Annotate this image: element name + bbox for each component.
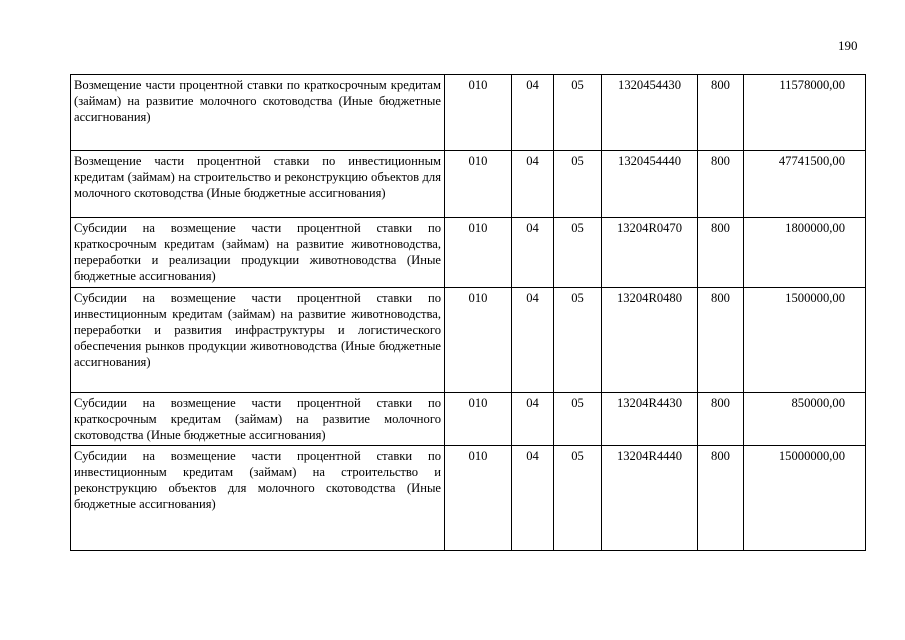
table-row (71, 393, 866, 446)
ministry-code: 010 (445, 151, 512, 218)
row-name: Субсидии на возмещение части процентной ставки по инвестиционным кредитам (займам) на строительство и реконструкцию объектов для молочного скотоводства (Иные бюджетные ассигнования) (71, 446, 445, 551)
expense-type-code: 800 (698, 446, 744, 551)
section-code: 04 (512, 218, 554, 288)
target-code: 13204R4430 (602, 393, 698, 446)
table-row (71, 151, 866, 218)
row-name: Субсидии на возмещение части процентной ставки по краткосрочным кредитам (займам) на развитие молочного скотоводства (Иные бюджетные ассигнования) (71, 393, 445, 446)
table-row (71, 288, 866, 393)
page-number: 190 (838, 38, 858, 53)
ministry-code: 010 (445, 393, 512, 446)
ministry-code: 010 (445, 446, 512, 551)
section-code: 04 (512, 288, 554, 393)
amount: 47741500,00 (744, 151, 866, 218)
section-code: 04 (512, 151, 554, 218)
target-code: 1320454430 (602, 75, 698, 151)
amount: 1500000,00 (744, 288, 866, 393)
target-code: 1320454440 (602, 151, 698, 218)
expense-type-code: 800 (698, 75, 744, 151)
row-name: Возмещение части процентной ставки по краткосрочным кредитам (займам) на развитие молочного скотоводства (Иные бюджетные ассигнования) (71, 75, 445, 151)
ministry-code: 010 (445, 75, 512, 151)
subsection-code: 05 (554, 151, 602, 218)
expense-type-code: 800 (698, 151, 744, 218)
target-code: 13204R0470 (602, 218, 698, 288)
table-row (71, 75, 866, 151)
target-code: 13204R0480 (602, 288, 698, 393)
ministry-code: 010 (445, 288, 512, 393)
section-code: 04 (512, 393, 554, 446)
subsection-code: 05 (554, 446, 602, 551)
table-row (71, 446, 866, 551)
subsection-code: 05 (554, 75, 602, 151)
amount: 11578000,00 (744, 75, 866, 151)
budget-table (70, 74, 866, 551)
subsection-code: 05 (554, 218, 602, 288)
amount: 15000000,00 (744, 446, 866, 551)
amount: 1800000,00 (744, 218, 866, 288)
ministry-code: 010 (445, 218, 512, 288)
section-code: 04 (512, 75, 554, 151)
subsection-code: 05 (554, 393, 602, 446)
expense-type-code: 800 (698, 288, 744, 393)
section-code: 04 (512, 446, 554, 551)
expense-type-code: 800 (698, 393, 744, 446)
row-name: Субсидии на возмещение части процентной ставки по инвестиционным кредитам (займам) на развитие животноводства, переработки и развития инфраструктуры и логистического обеспечения рынков продукции животноводства (Иные бюджетные ассигнования) (71, 288, 445, 393)
table-row (71, 218, 866, 288)
subsection-code: 05 (554, 288, 602, 393)
expense-type-code: 800 (698, 218, 744, 288)
row-name: Возмещение части процентной ставки по инвестиционным кредитам (займам) на строительство и реконструкцию объектов для молочного скотоводства (Иные бюджетные ассигнования) (71, 151, 445, 218)
target-code: 13204R4440 (602, 446, 698, 551)
row-name: Субсидии на возмещение части процентной ставки по краткосрочным кредитам (займам) на развитие животноводства, переработки и реализации продукции животноводства (Иные бюджетные ассигнования) (71, 218, 445, 288)
amount: 850000,00 (744, 393, 866, 446)
